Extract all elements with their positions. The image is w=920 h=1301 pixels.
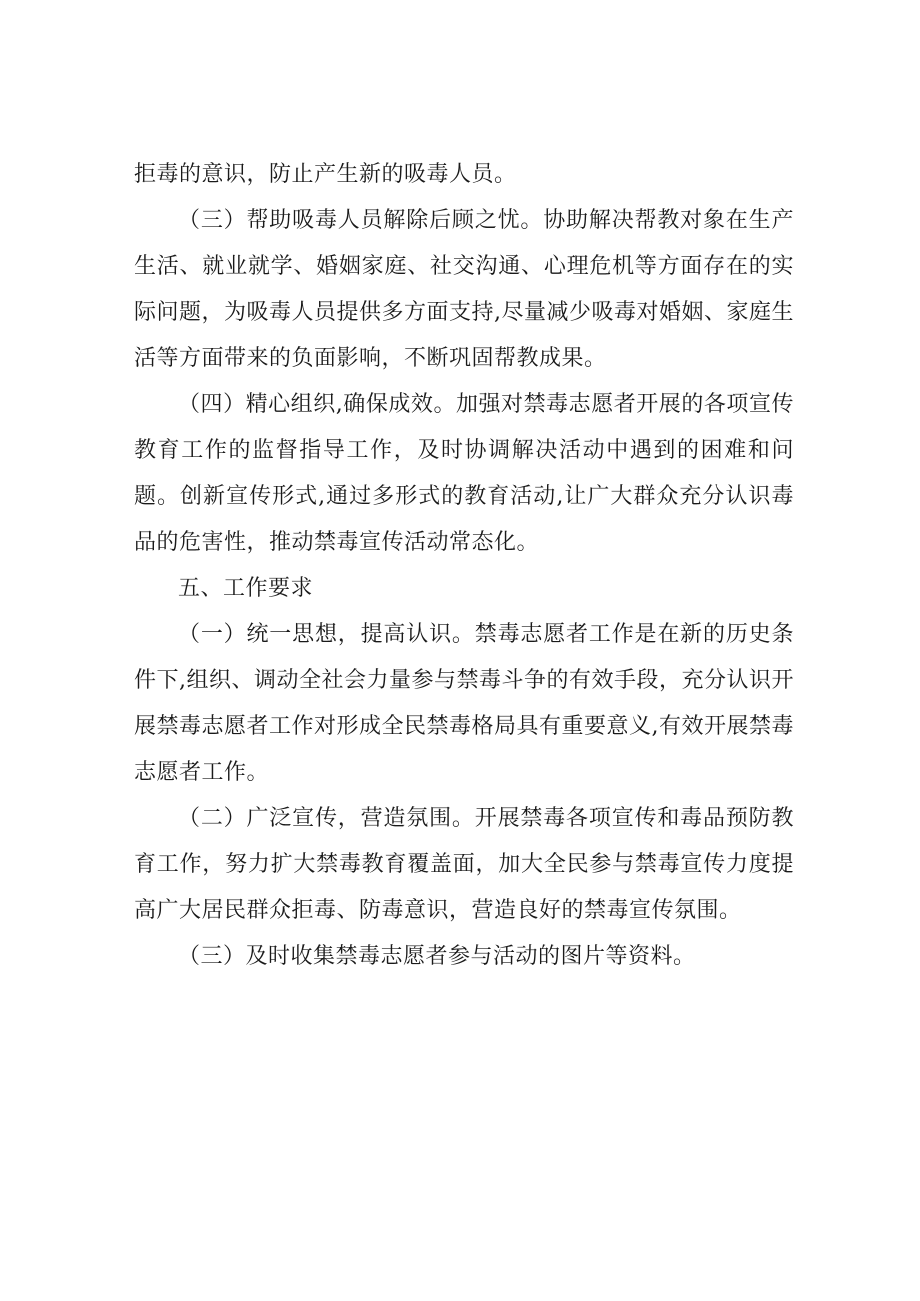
paragraph-help-drug-users: （三）帮助吸毒人员解除后顾之忧。协助解决帮教对象在生产生活、就业就学、婚姻家庭、社交沟通、心理危机等方面存在的实际问题，为吸毒人员提供多方面支持,尽量减少吸毒对婚姻、家庭生活等方面带来的负面影响，不断巩固帮教成果。 <box>134 208 794 371</box>
paragraph-widely-publicize: （二）广泛宣传，营造氛围。开展禁毒各项宣传和毒品预防教育工作，努力扩大禁毒教育覆盖面，加大全民参与禁毒宣传力度提高广大居民群众拒毒、防毒意识，营造良好的禁毒宣传氛围。 <box>134 806 794 923</box>
paragraph-collect-materials: （三）及时收集禁毒志愿者参与活动的图片等资料。 <box>178 944 696 969</box>
paragraph-unify-thinking: （一）统一思想，提高认识。禁毒志愿者工作是在新的历史条件下,组织、调动全社会力量参与禁毒斗争的有效手段，充分认识开展禁毒志愿者工作对形成全民禁毒格局具有重要意义,有效开展禁毒志愿者工作。 <box>134 622 794 785</box>
document-body <box>134 152 794 980</box>
paragraph-continuation: 拒毒的意识，防止产生新的吸毒人员。 <box>134 162 517 187</box>
paragraph-organize-carefully: （四）精心组织,确保成效。加强对禁毒志愿者开展的各项宣传教育工作的监督指导工作，及时协调解决活动中遇到的困难和问题。创新宣传形式,通过多形式的教育活动,让广大群众充分认识毒品的危害性，推动禁毒宣传活动常态化。 <box>134 392 794 555</box>
section-heading-work-requirements: 五、工作要求 <box>178 576 314 601</box>
